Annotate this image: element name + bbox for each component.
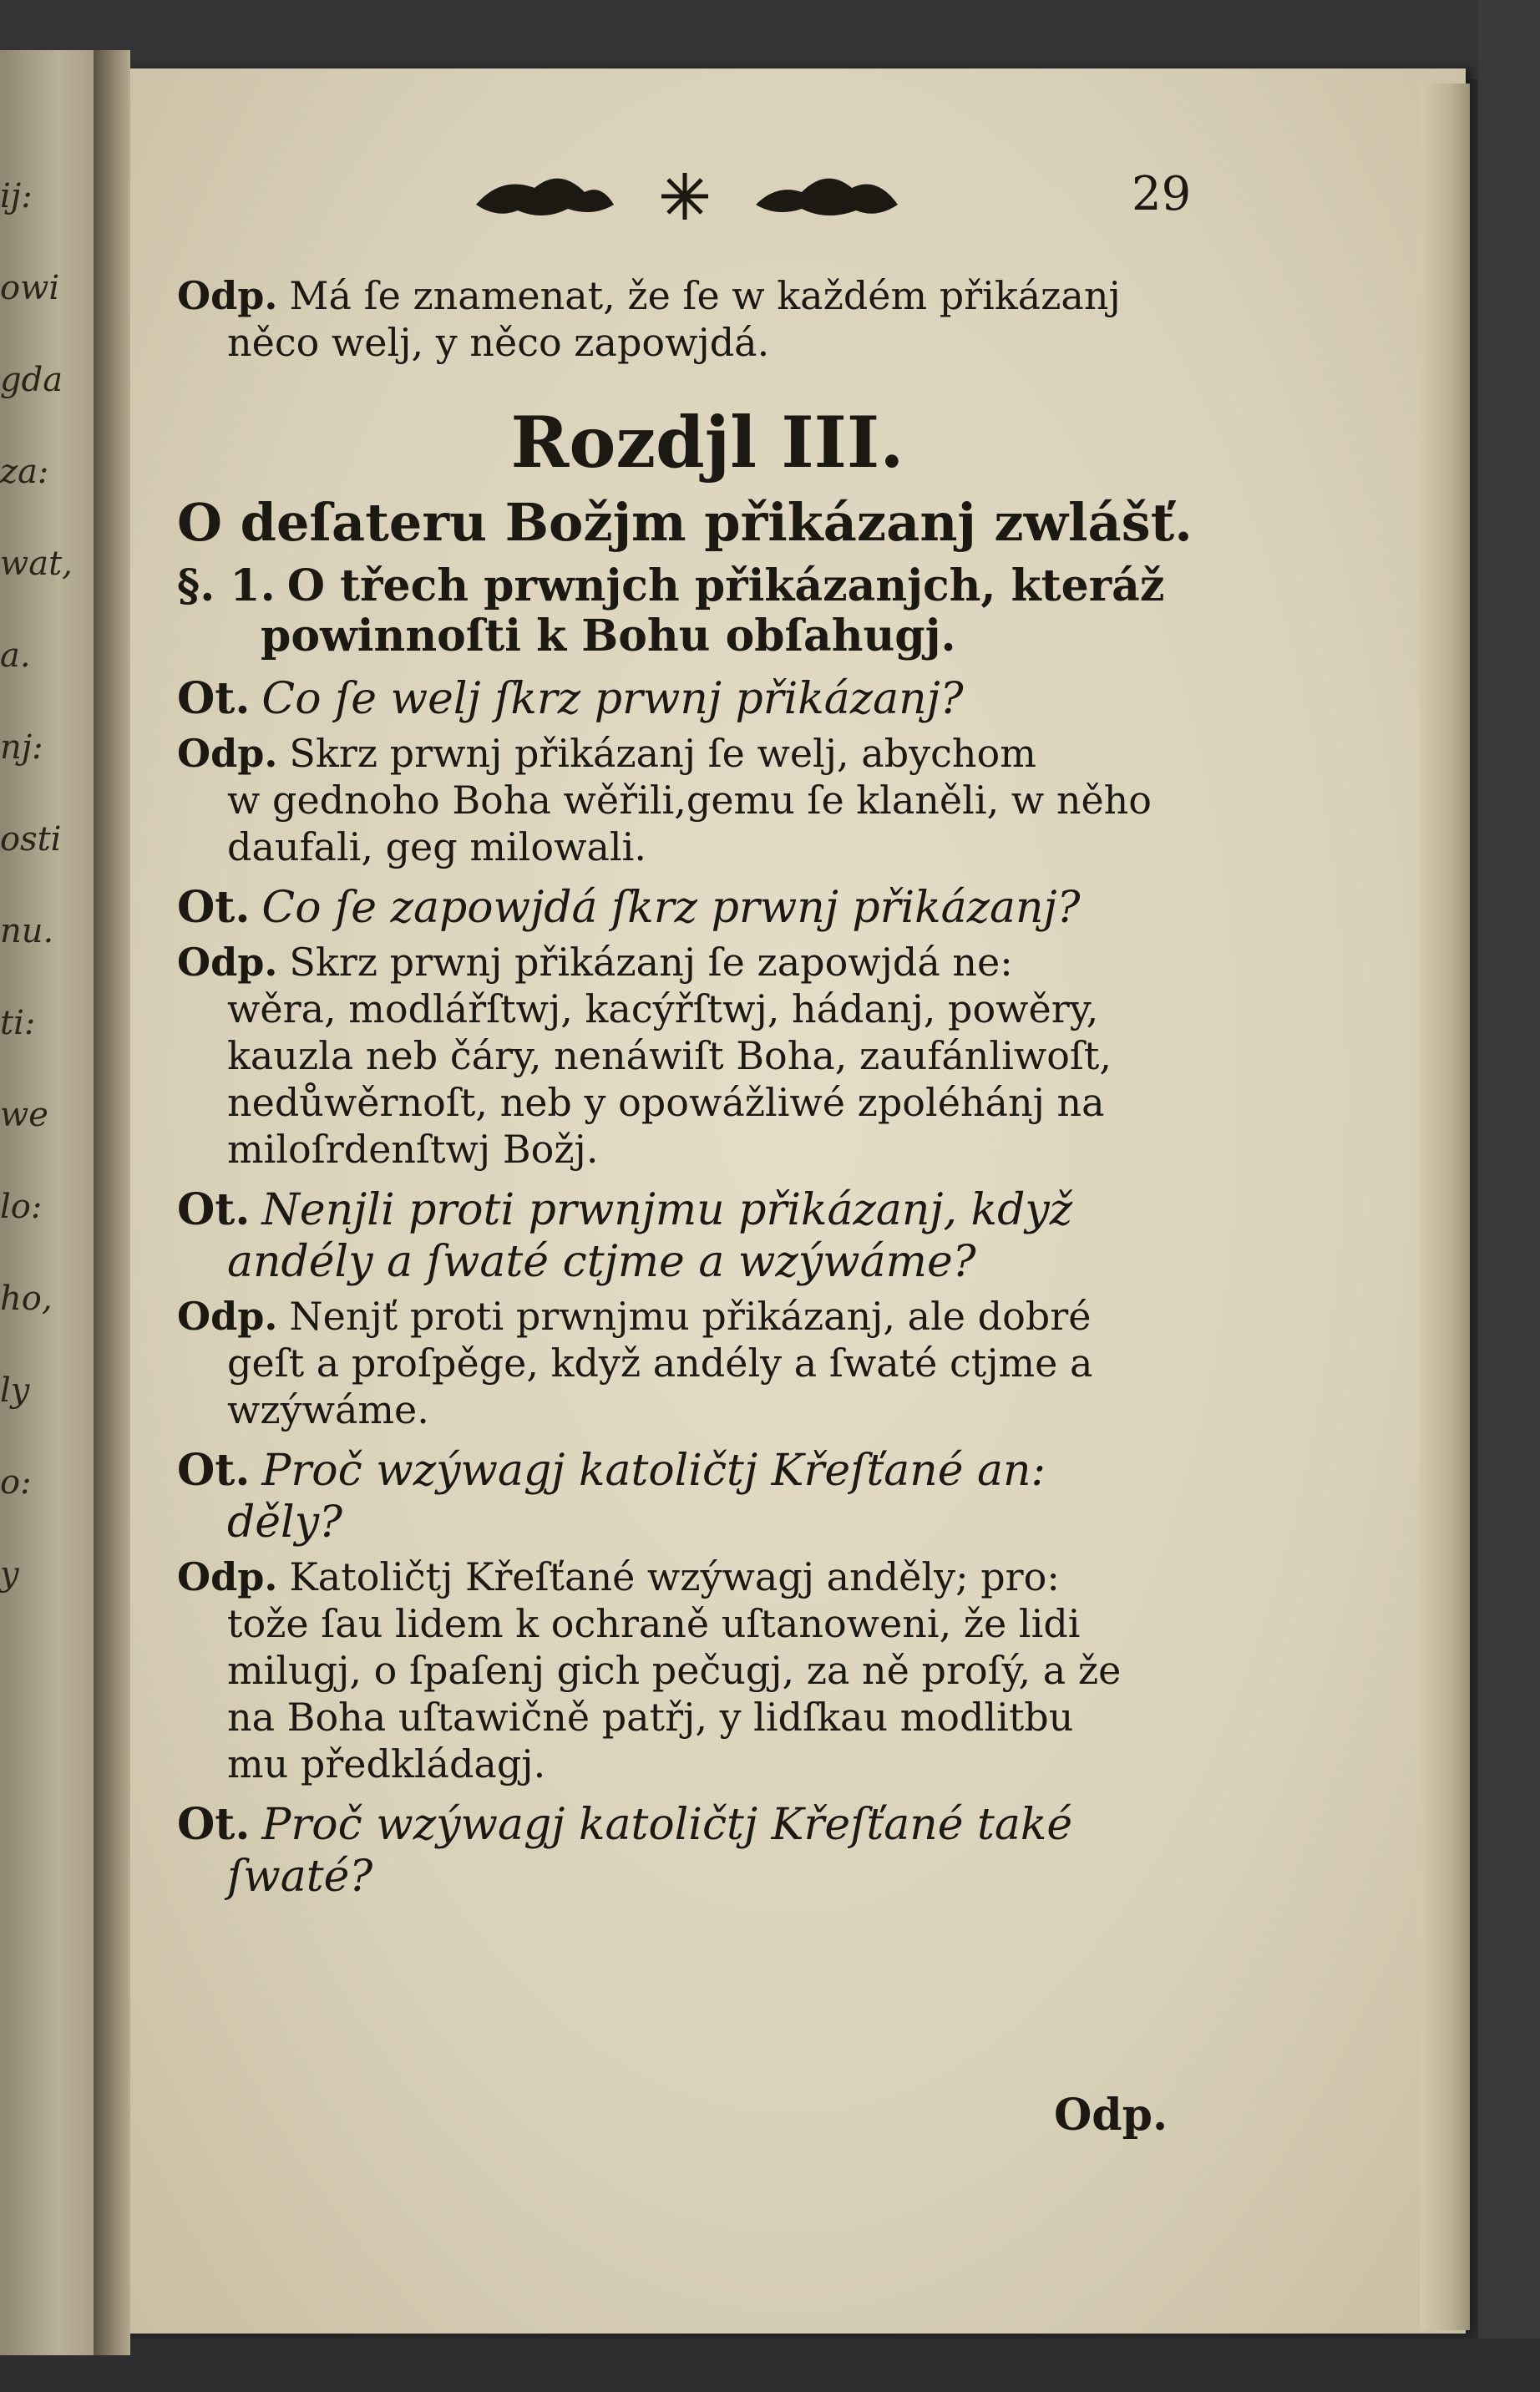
section-title: Rozdjl III. — [510, 401, 904, 484]
entry-continuation-line: děly? — [227, 1498, 342, 1548]
page-edge-stack — [1420, 84, 1470, 2330]
question-entry — [177, 1184, 1238, 1288]
entry-text: O třech prwnjch přikázanjch, kteráž — [286, 560, 1165, 611]
entry-text: Proč wzýwagj katoličtj Křeſťané an: — [261, 1446, 1046, 1496]
page-text — [177, 267, 1238, 1908]
entry-first-line — [177, 1293, 1238, 1340]
entry-first-line — [177, 1553, 1238, 1600]
scanner-bed-bottom — [0, 2339, 1540, 2392]
entry-lead: Odp. — [177, 273, 278, 318]
entry-continuation-line: kauzla neb čáry, nenáwiſt Boha, zaufánliwoſt, — [227, 1033, 1112, 1078]
entry-text: Nenjli proti prwnjmu přikázanj, když — [261, 1185, 1073, 1235]
entry-continuation-line: daufali, geg milowali. — [227, 824, 646, 869]
answer-entry — [177, 1553, 1238, 1787]
entry-first-line — [177, 1799, 1238, 1851]
facing-page-fragment: ly — [0, 1371, 30, 1410]
entry-lead: Odp. — [177, 1554, 278, 1599]
entry-lead: Odp. — [177, 940, 278, 985]
entry-text: Katoličtj Křeſťané wzýwagj anděly; pro: — [289, 1554, 1060, 1599]
entry-continuation-line: wěra, modlářſtwj, kacýřſtwj, hádanj, powěry, — [227, 986, 1099, 1031]
entry-text: Skrz prwnj přikázanj ſe zapowjdá ne: — [289, 940, 1013, 985]
facing-page-fragment: owi — [0, 269, 60, 307]
entry-text: Proč wzýwagj katoličtj Křeſťané také — [261, 1800, 1073, 1850]
question-entry — [177, 882, 1238, 934]
facing-page-fragment: o: — [0, 1463, 32, 1502]
entry-continuation-line: milugj, o ſpaſenj gich pečugj, za ně proſý, a že — [227, 1648, 1122, 1693]
page-number: 29 — [1132, 167, 1192, 221]
entry-continuation-line: na Boha uſtawičně patřj, y lidſkau modlitbu — [227, 1695, 1074, 1740]
facing-page-text-fragments — [0, 150, 100, 2155]
entry-first-line — [177, 272, 1238, 319]
facing-page-fragment: osti — [0, 820, 62, 859]
facing-page-fragment: y — [0, 1555, 19, 1594]
entry-continuation-line: geſt a proſpěge, když andély a ſwaté ctjme a — [227, 1340, 1093, 1386]
facing-page-fragment: nj: — [0, 728, 43, 767]
facing-page-fragment: gda — [0, 361, 63, 399]
entry-lead: Odp. — [177, 731, 278, 776]
facing-page-fragment: nu. — [0, 912, 54, 950]
entry-continuation-line: ſwaté? — [227, 1852, 373, 1902]
facing-page-fragment: ho, — [0, 1280, 53, 1318]
entry-lead: Ot. — [177, 1445, 251, 1496]
entry-continuation-line: wzýwáme. — [227, 1387, 429, 1432]
entry-lead: Ot. — [177, 673, 251, 724]
catchword: Odp. — [1054, 2090, 1168, 2141]
answer-entry — [177, 1293, 1238, 1433]
facing-page-fragment: za: — [0, 453, 49, 491]
facing-page-fragment: ti: — [0, 1004, 36, 1042]
scanner-bed-right — [1478, 0, 1540, 2392]
entry-first-line — [177, 561, 1238, 611]
book-gutter — [94, 50, 130, 2355]
question-entry — [177, 1445, 1238, 1548]
entry-continuation-line: powinnoſti k Bohu obſahugj. — [261, 611, 956, 661]
entry-lead: Ot. — [177, 1184, 251, 1235]
entry-continuation-line: nedůwěrnoſt, neb y opowážliwé zpoléhánj na — [227, 1080, 1105, 1125]
paragraph-heading — [177, 561, 1238, 661]
facing-page-fragment: a. — [0, 636, 31, 675]
entry-first-line — [177, 882, 1238, 934]
entry-lead: §. 1. — [177, 560, 276, 611]
question-entry — [177, 673, 1238, 725]
entry-text: Má ſe znamenat, že ſe w každém přikázanj — [289, 273, 1121, 318]
facing-page-fragment: wat, — [0, 545, 73, 583]
entry-text: Nenjť proti prwnjmu přikázanj, ale dobré — [289, 1294, 1092, 1339]
entry-continuation-line: andély a ſwaté ctjme a wzýwáme? — [227, 1237, 976, 1287]
question-entry — [177, 1799, 1238, 1903]
entry-lead: Odp. — [177, 1294, 278, 1339]
section-subtitle: O deſateru Božjm přikázanj zwlášť. — [177, 492, 1193, 553]
entry-continuation-line: w gednoho Boha wěřili,gemu ſe klaněli, w něho — [227, 778, 1152, 823]
entry-text: Co ſe welj ſkrz prwnj přikázanj? — [261, 674, 964, 724]
entry-first-line — [177, 730, 1238, 777]
entry-first-line — [177, 939, 1238, 986]
facing-page-fragment: we — [0, 1096, 48, 1134]
entry-first-line — [177, 1184, 1238, 1236]
entry-continuation-line: mu předkládagj. — [227, 1741, 546, 1786]
entry-text: Co ſe zapowjdá ſkrz prwnj přikázanj? — [261, 883, 1081, 933]
floral-ornament-icon — [468, 159, 902, 234]
entry-continuation-line: tože ſau lidem k ochraně uſtanoweni, že lidi — [227, 1601, 1081, 1646]
answer-entry — [177, 939, 1238, 1173]
entry-lead: Ot. — [177, 882, 251, 933]
answer-entry — [177, 730, 1238, 870]
entry-continuation-line: miloſrdenſtwj Božj. — [227, 1127, 599, 1172]
answer-entry — [177, 272, 1238, 366]
facing-page-fragment: ij: — [0, 177, 33, 215]
entry-first-line — [177, 1445, 1238, 1497]
entry-first-line — [177, 673, 1238, 725]
facing-page-fragment: lo: — [0, 1188, 43, 1226]
entry-continuation-line: něco welj, y něco zapowjdá. — [227, 320, 770, 365]
scanner-bed-top — [0, 0, 1540, 79]
entry-lead: Ot. — [177, 1799, 251, 1850]
entry-text: Skrz prwnj přikázanj ſe welj, abychom — [289, 731, 1036, 776]
